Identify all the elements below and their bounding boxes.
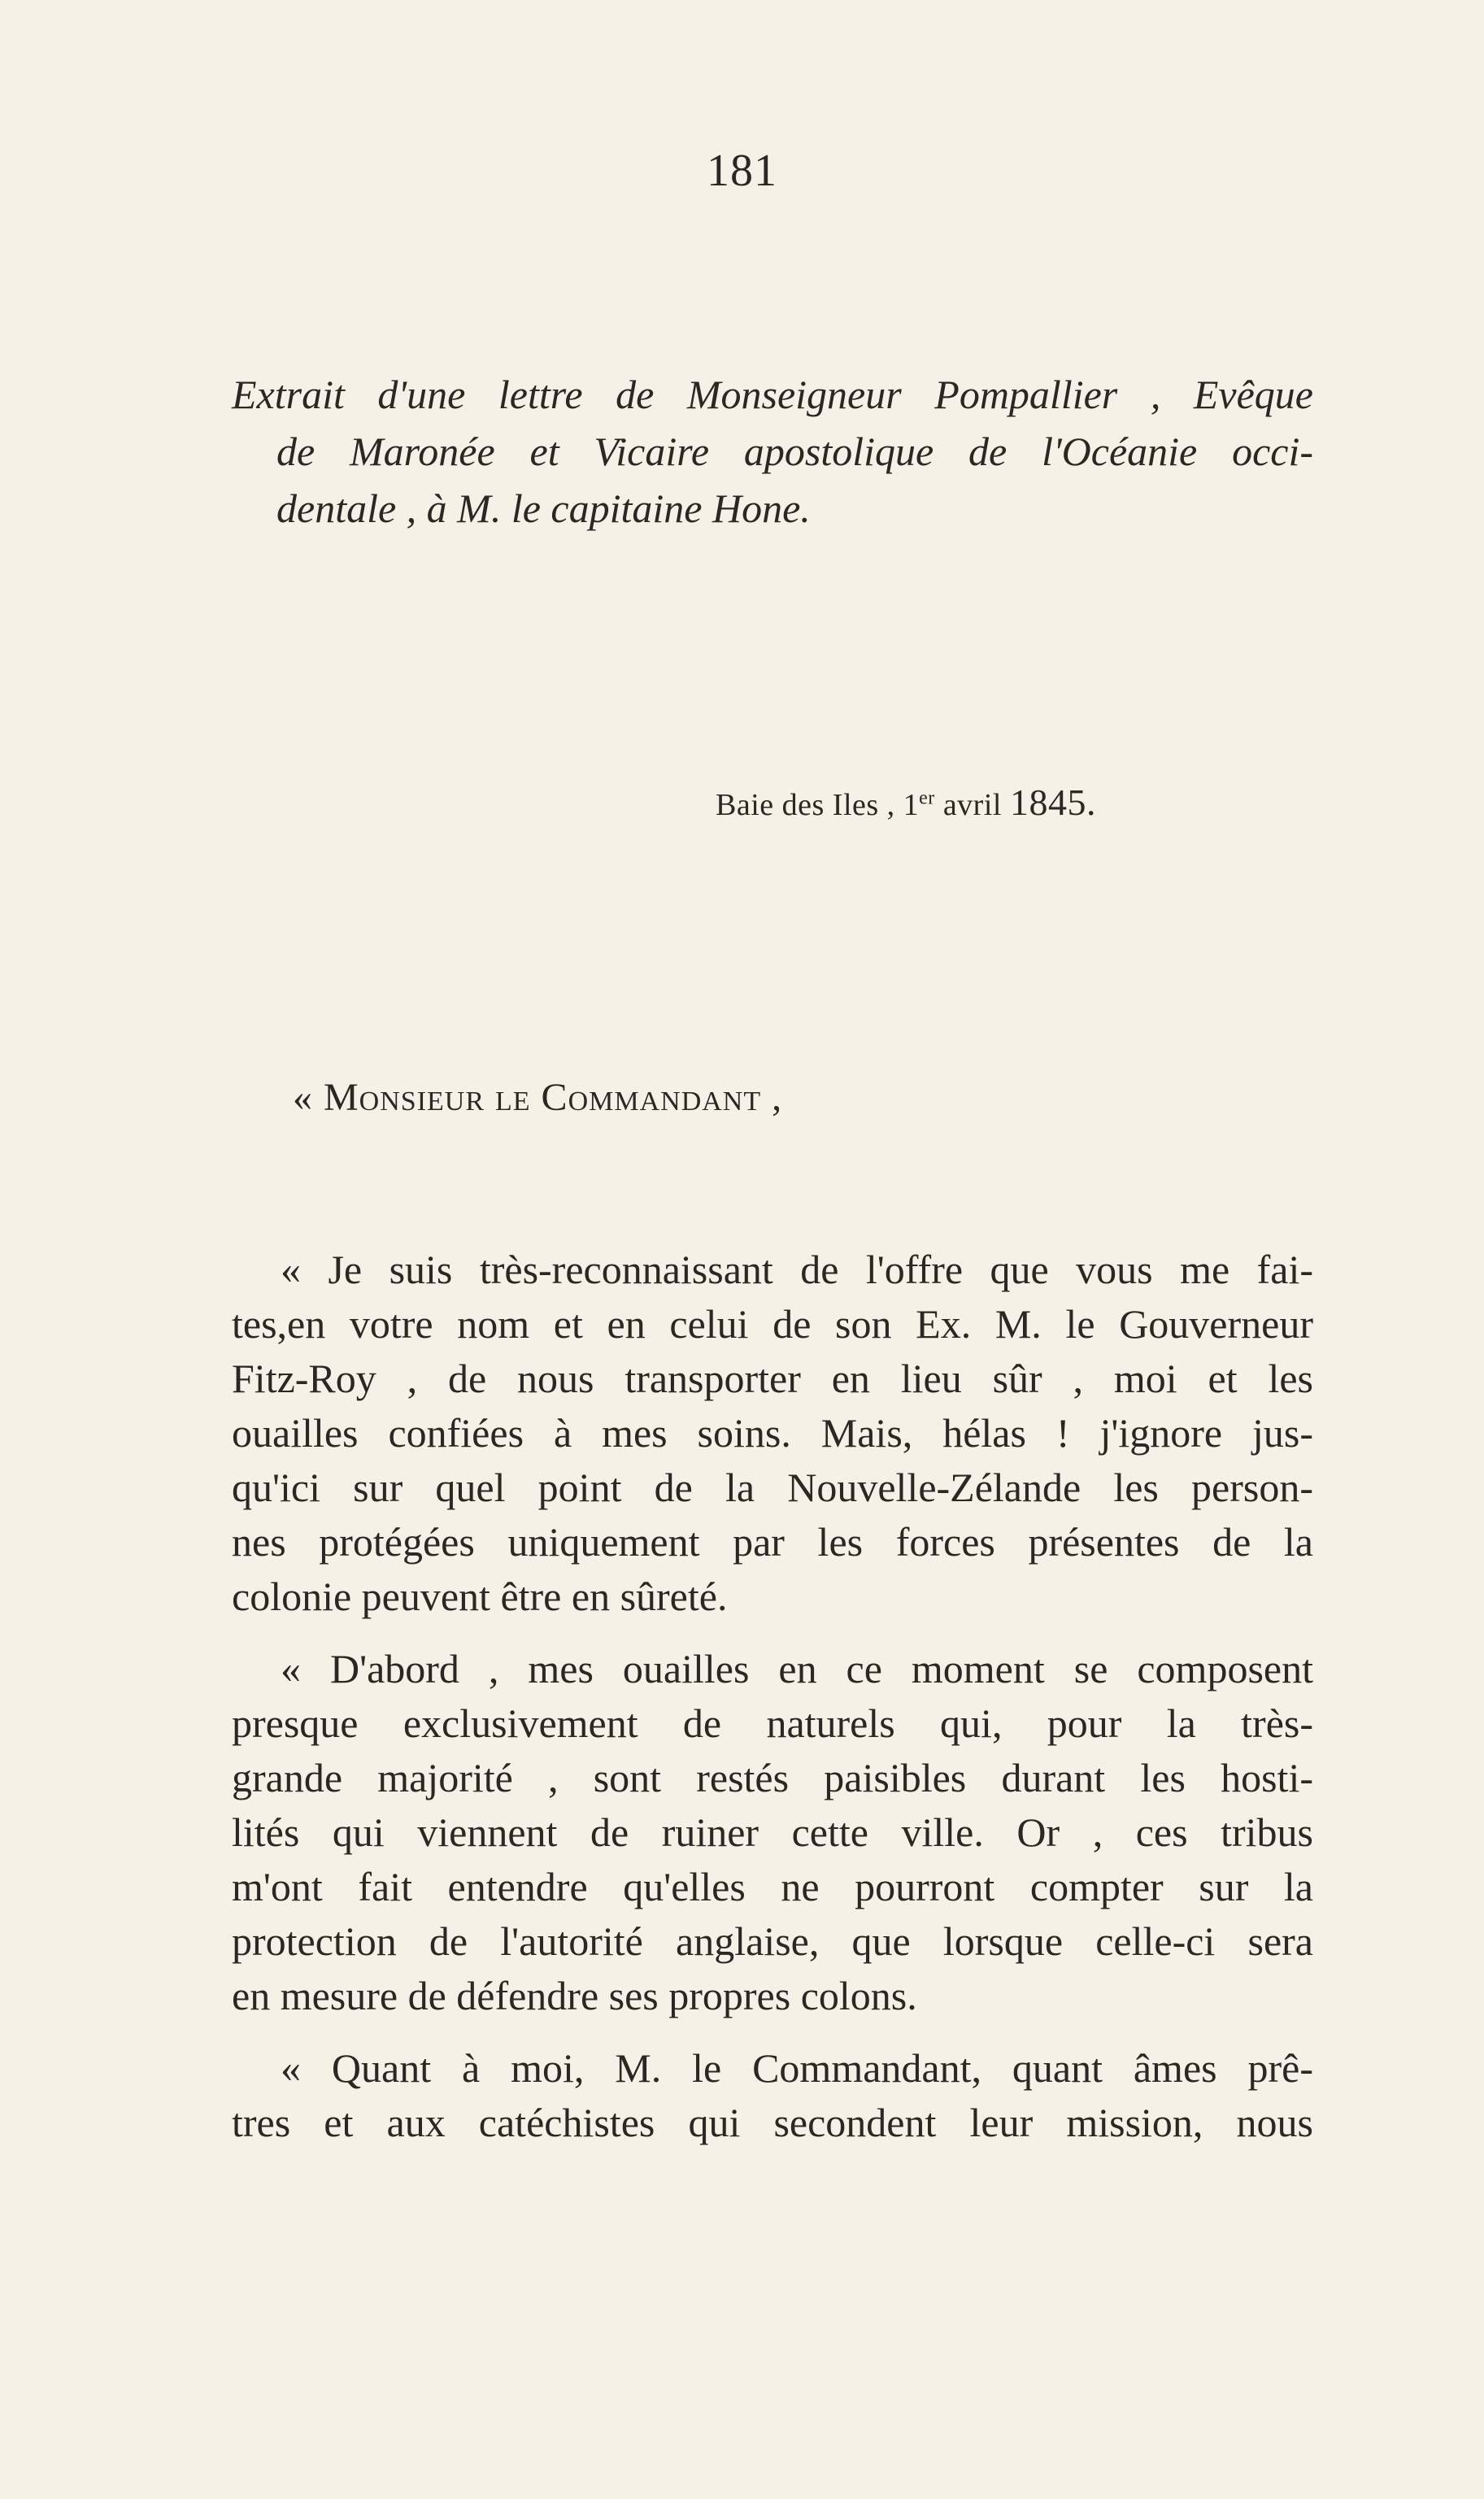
- dateline-month: avril: [934, 788, 1010, 822]
- page-number: 181: [707, 146, 777, 196]
- letter-heading: [232, 366, 1313, 537]
- paragraph-line: protection de l'autorité anglaise, que lorsque celle-ci sera: [232, 1918, 1313, 1964]
- paragraph-line: « D'abord , mes ouailles en ce moment se composent: [281, 1646, 1313, 1691]
- paragraph-line: en mesure de défendre ses propres colons.: [232, 1973, 917, 2018]
- dateline: [716, 781, 1096, 824]
- paragraph-3: [232, 2041, 1313, 2150]
- heading-line-1: Extrait d'une lettre de Monseigneur Pompallier , Evêque: [232, 372, 1313, 417]
- paragraph-2: [232, 1642, 1313, 2023]
- dateline-place: Baie des Iles , 1: [716, 788, 920, 822]
- paragraph-line: tres et aux catéchistes qui secondent leur mission, nous: [232, 2100, 1313, 2145]
- dateline-year: 1845.: [1009, 781, 1096, 823]
- paragraph-line: presque exclusivement de naturels qui, pour la très-: [232, 1700, 1313, 1746]
- paragraph-line: lités qui viennent de ruiner cette ville. Or , ces tribus: [232, 1809, 1313, 1855]
- dateline-superscript: er: [919, 787, 935, 809]
- paragraph-line: « Je suis très-reconnaissant de l'offre que vous me fai-: [281, 1247, 1313, 1292]
- paragraph-1: [232, 1243, 1313, 1624]
- paragraph-line: grande majorité , sont restés paisibles durant les hosti-: [232, 1755, 1313, 1800]
- paragraph-line: « Quant à moi, M. le Commandant, quant âmes prê-: [281, 2045, 1313, 2091]
- salutation: « Monsieur le Commandant ,: [293, 1076, 783, 1119]
- paragraph-line: nes protégées uniquement par les forces présentes de la: [232, 1519, 1313, 1565]
- letter-body: [232, 1243, 1313, 2168]
- heading-line-3: dentale , à M. le capitaine Hone.: [276, 485, 811, 531]
- heading-line-2: de Maronée et Vicaire apostolique de l'Océanie occi-: [276, 429, 1313, 474]
- paragraph-line: qu'ici sur quel point de la Nouvelle-Zélande les person-: [232, 1465, 1313, 1510]
- paragraph-line: colonie peuvent être en sûreté.: [232, 1574, 728, 1619]
- paragraph-line: m'ont fait entendre qu'elles ne pourront compter sur la: [232, 1864, 1313, 1909]
- paragraph-line: Fitz-Roy , de nous transporter en lieu sûr , moi et les: [232, 1356, 1313, 1401]
- paragraph-line: tes,en votre nom et en celui de son Ex. M. le Gouverneur: [232, 1301, 1313, 1347]
- paragraph-line: ouailles confiées à mes soins. Mais, hélas ! j'ignore jus-: [232, 1410, 1313, 1456]
